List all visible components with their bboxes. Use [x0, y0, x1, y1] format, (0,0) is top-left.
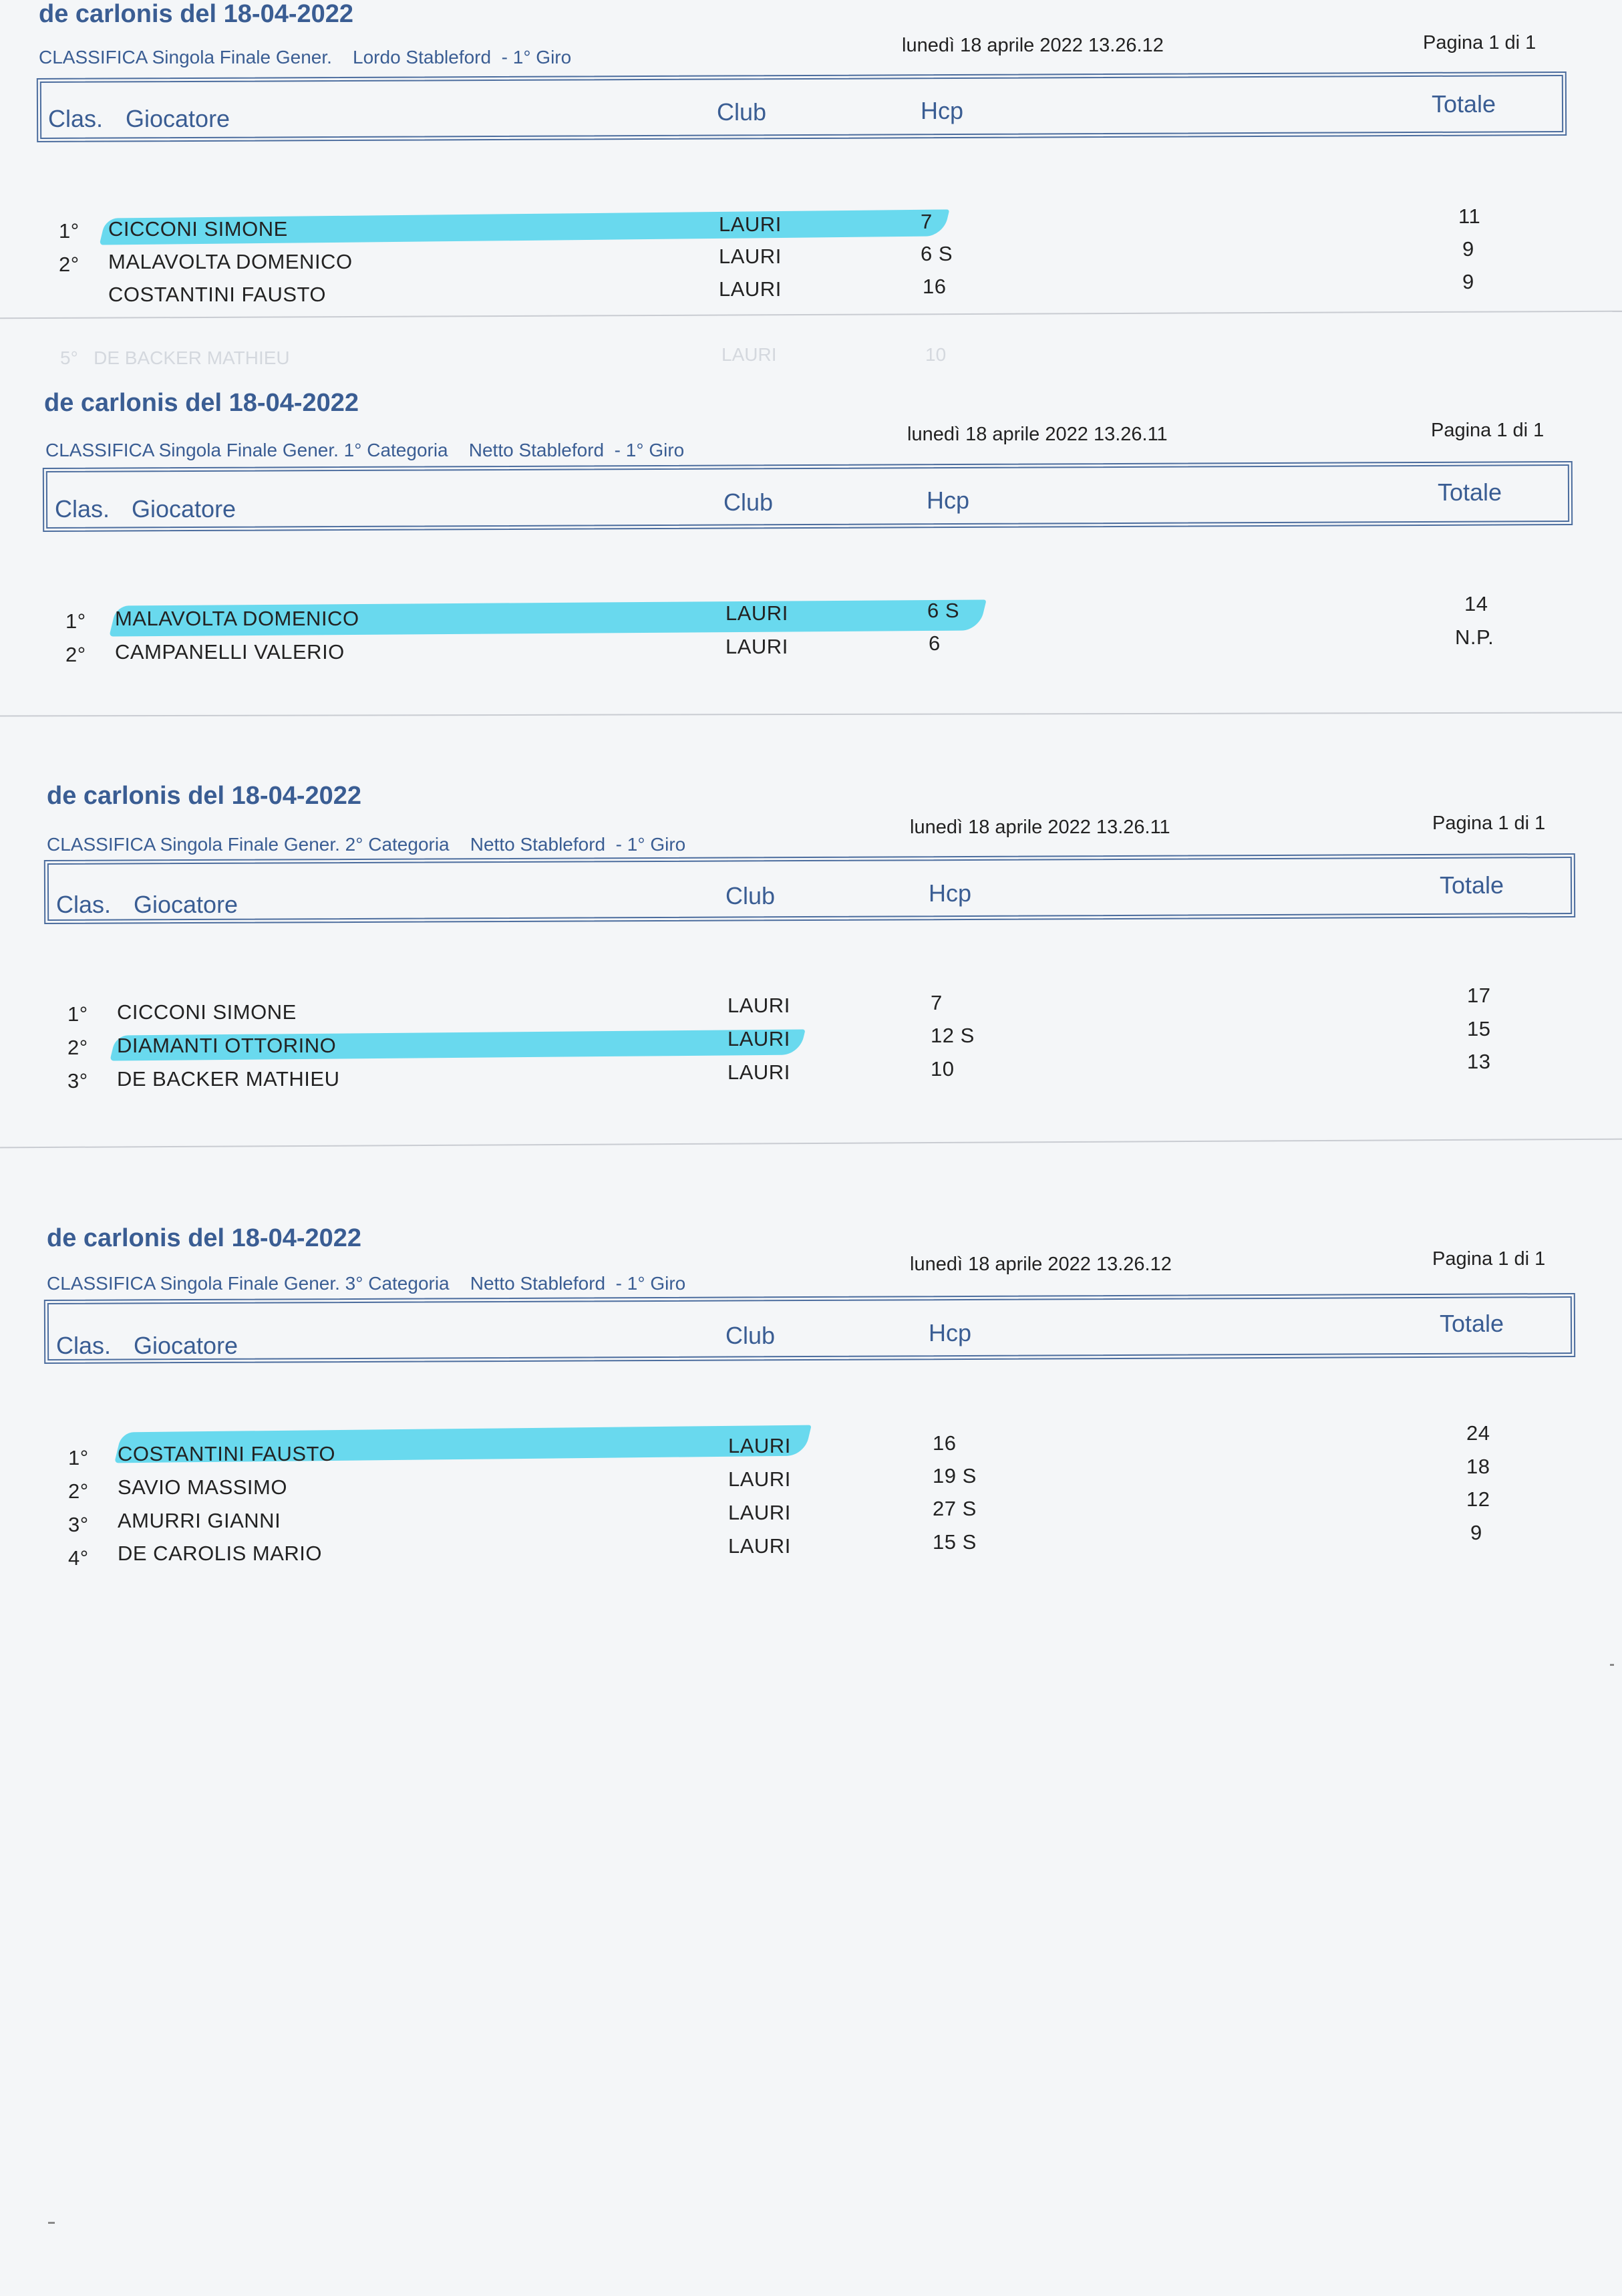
row-player-name: DE BACKER MATHIEU — [117, 1067, 340, 1091]
row-hcp: 10 — [931, 1057, 955, 1081]
row-club: LAURI — [727, 1060, 790, 1084]
row-position: 2° — [65, 643, 86, 666]
section-subtitle: CLASSIFICA Singola Finale Gener. 1° Categoria Netto Stableford - 1° Giro — [45, 440, 685, 460]
row-club: LAURI — [719, 277, 782, 301]
row-total: 14 — [1464, 592, 1488, 615]
section-subtitle: CLASSIFICA Singola Finale Gener. 2° Categoria Netto Stableford - 1° Giro — [47, 834, 686, 855]
row-club: LAURI — [727, 1027, 790, 1050]
row-player-name: COSTANTINI FAUSTO — [118, 1442, 335, 1465]
header-giocatore: Giocatore — [134, 891, 238, 918]
header-giocatore: Giocatore — [134, 1332, 238, 1359]
row-total: N.P. — [1455, 625, 1494, 649]
row-hcp: 6 — [929, 631, 941, 655]
column-header-box — [43, 461, 1573, 532]
page-number: Pagina 1 di 1 — [1423, 32, 1536, 53]
row-player-name: CAMPANELLI VALERIO — [115, 640, 345, 664]
header-club: Club — [717, 98, 767, 126]
row-position: 1° — [67, 1002, 88, 1026]
row-total: 12 — [1466, 1487, 1490, 1511]
row-player-name: CICCONI SIMONE — [117, 1000, 297, 1024]
header-totale: Totale — [1440, 1310, 1504, 1337]
row-club: LAURI — [728, 1467, 791, 1491]
row-position: 2° — [59, 253, 79, 276]
paper-edge — [0, 712, 1622, 716]
row-total: 11 — [1458, 204, 1481, 228]
ghost-text: LAURI — [721, 344, 777, 365]
row-player-name: AMURRI GIANNI — [118, 1509, 281, 1532]
row-club: LAURI — [719, 212, 782, 236]
header-giocatore: Giocatore — [126, 105, 230, 132]
header-totale: Totale — [1440, 871, 1504, 899]
row-hcp: 15 S — [933, 1530, 977, 1554]
row-position: 4° — [68, 1546, 89, 1570]
row-club: LAURI — [725, 601, 788, 625]
timestamp: lunedì 18 aprile 2022 13.26.12 — [902, 35, 1164, 56]
row-position: 1° — [65, 609, 86, 633]
row-total: 9 — [1462, 270, 1474, 293]
section-title: de carlonis del 18-04-2022 — [47, 1224, 362, 1252]
header-hcp: Hcp — [929, 1319, 972, 1346]
row-total: 9 — [1462, 237, 1474, 261]
section-title: de carlonis del 18-04-2022 — [47, 782, 362, 810]
row-position: 2° — [68, 1479, 89, 1503]
header-hcp: Hcp — [929, 879, 972, 907]
header-clas: Clas. — [55, 495, 110, 523]
row-player-name: SAVIO MASSIMO — [118, 1475, 287, 1499]
row-club: LAURI — [725, 635, 788, 658]
row-hcp: 16 — [923, 275, 947, 298]
row-total: 24 — [1466, 1421, 1490, 1445]
ghost-text: 5° DE BACKER MATHIEU — [60, 347, 290, 368]
row-total: 15 — [1467, 1017, 1491, 1040]
column-header-box — [44, 1293, 1575, 1364]
ghost-text: 10 — [925, 344, 947, 365]
header-giocatore: Giocatore — [132, 495, 236, 523]
page-number: Pagina 1 di 1 — [1431, 420, 1545, 441]
row-position: 3° — [67, 1069, 88, 1093]
row-player-name: COSTANTINI FAUSTO — [108, 283, 326, 306]
column-header-box — [37, 71, 1567, 142]
paper-edge — [0, 1139, 1622, 1149]
header-club: Club — [723, 488, 774, 516]
header-clas: Clas. — [56, 1332, 112, 1359]
row-club: LAURI — [719, 245, 782, 268]
page-number: Pagina 1 di 1 — [1432, 813, 1546, 834]
column-header-box — [44, 853, 1575, 924]
header-totale: Totale — [1438, 478, 1502, 506]
row-player-name: DE CAROLIS MARIO — [118, 1542, 322, 1565]
timestamp: lunedì 18 aprile 2022 13.26.12 — [910, 1254, 1172, 1275]
header-hcp: Hcp — [927, 486, 970, 514]
row-hcp: 7 — [921, 210, 933, 233]
page-number: Pagina 1 di 1 — [1432, 1248, 1546, 1270]
row-position: 2° — [67, 1036, 88, 1059]
scan-mark — [48, 2222, 55, 2224]
row-hcp: 16 — [933, 1431, 957, 1455]
row-club: LAURI — [727, 994, 790, 1017]
row-club: LAURI — [728, 1434, 791, 1457]
row-hcp: 6 S — [921, 242, 953, 265]
row-player-name: MALAVOLTA DOMENICO — [115, 607, 359, 630]
row-position: 3° — [68, 1513, 89, 1536]
timestamp: lunedì 18 aprile 2022 13.26.11 — [907, 424, 1168, 445]
row-hcp: 27 S — [933, 1497, 977, 1520]
row-total: 18 — [1466, 1455, 1490, 1478]
row-position: 1° — [68, 1446, 89, 1469]
section-subtitle: CLASSIFICA Singola Finale Gener. Lordo Stableford - 1° Giro — [39, 47, 572, 67]
header-club: Club — [725, 1322, 776, 1349]
row-hcp: 19 S — [933, 1464, 977, 1487]
header-club: Club — [725, 882, 776, 909]
row-hcp: 12 S — [931, 1024, 975, 1047]
section-title: de carlonis del 18-04-2022 — [39, 0, 354, 28]
row-club: LAURI — [728, 1501, 791, 1524]
header-totale: Totale — [1432, 90, 1496, 118]
row-total: 9 — [1470, 1521, 1482, 1544]
header-hcp: Hcp — [921, 97, 964, 124]
row-total: 17 — [1467, 984, 1491, 1007]
paper-edge — [0, 311, 1622, 319]
row-player-name: CICCONI SIMONE — [108, 217, 288, 241]
section-subtitle: CLASSIFICA Singola Finale Gener. 3° Categoria Netto Stableford - 1° Giro — [47, 1273, 686, 1294]
scan-mark — [1610, 1664, 1614, 1666]
row-player-name: MALAVOLTA DOMENICO — [108, 250, 353, 273]
timestamp: lunedì 18 aprile 2022 13.26.11 — [910, 817, 1170, 838]
row-hcp: 6 S — [927, 599, 960, 622]
row-total: 13 — [1467, 1050, 1491, 1073]
row-club: LAURI — [728, 1534, 791, 1558]
row-hcp: 7 — [931, 991, 943, 1014]
header-clas: Clas. — [56, 891, 112, 918]
section-title: de carlonis del 18-04-2022 — [44, 389, 359, 417]
row-player-name: DIAMANTI OTTORINO — [117, 1034, 337, 1057]
row-position: 1° — [59, 219, 79, 243]
header-clas: Clas. — [48, 105, 104, 132]
